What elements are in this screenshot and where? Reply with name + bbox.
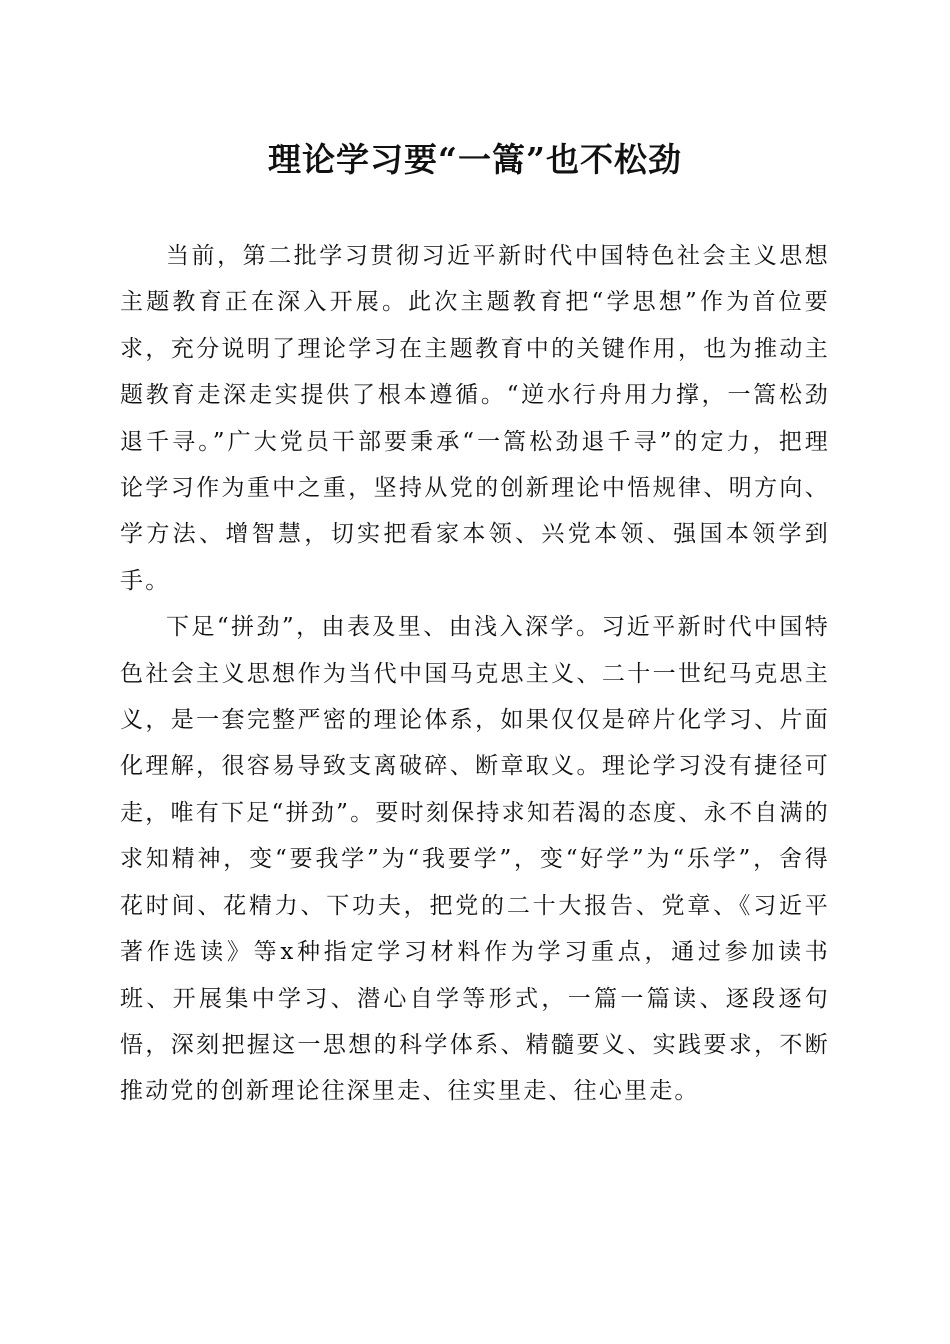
paragraph-2: 下足“拼劲”，由表及里、由浅入深学。习近平新时代中国特色社会主义思想作为当代中国马克思主义、二十一世纪马克思主义，是一套完整严密的理论体系，如果仅仅是碎片化学习、片面化理解，很容易导致支离破碎、断章取义。理论学习没有捷径可走，唯有下足“拼劲”。要时刻保持求知若渴的态度、永不自满的求知精神，变“要我学”为“我要学”，变“好学”为“乐学”，舍得花时间、花精力、下功夫，把党的二十大报告、党章、《习近平著作选读》等x种指定学习材料作为学习重点，通过参加读书班、开展集中学习、潜心自学等形式，一篇一篇读、逐段逐句悟，深刻把握这一思想的科学体系、精髓要义、实践要求，不断推动党的创新理论往深里走、往实里走、往心里走。 [120, 614, 830, 1105]
document-title: 理论学习要“一篙”也不松劲 [268, 140, 682, 179]
document-body [120, 233, 830, 1115]
paragraph-1: 当前，第二批学习贯彻习近平新时代中国特色社会主义思想主题教育正在深入开展。此次主题教育把“学思想”作为首位要求，充分说明了理论学习在主题教育中的关键作用，也为推动主题教育走深走实提供了根本遵循。“逆水行舟用力撑，一篙松劲退千寻。”广大党员干部要秉承“一篙松劲退千寻”的定力，把理论学习作为重中之重，坚持从党的创新理论中悟规律、明方向、学方法、增智慧，切实把看家本领、兴党本领、强国本领学到手。 [120, 243, 830, 594]
